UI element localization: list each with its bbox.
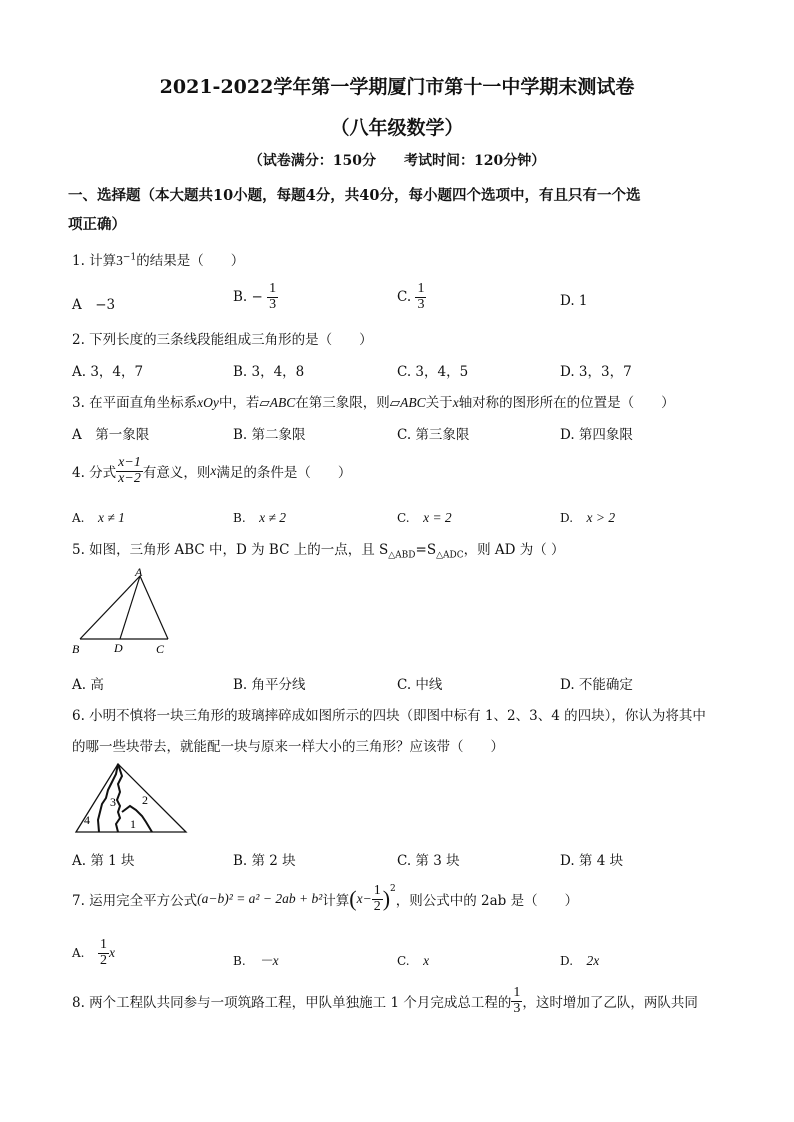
vertex-label-d: D bbox=[114, 641, 123, 655]
q7-option-d: D. 2x bbox=[560, 953, 600, 968]
piece-label-3: 3 bbox=[110, 795, 116, 809]
triangle-abc-figure bbox=[68, 566, 178, 658]
q3-option-c: C. 第三象限 bbox=[397, 427, 470, 443]
piece-label-2: 2 bbox=[142, 793, 148, 807]
q1-option-c: C. $\frac{1}{3}$ bbox=[397, 281, 425, 312]
q4-option-a: A. x ≠ 1 bbox=[72, 510, 125, 525]
q5-option-a: A. 高 bbox=[72, 677, 104, 693]
q6-option-b: B. 第 2 块 bbox=[233, 853, 296, 869]
broken-glass-figure bbox=[72, 760, 190, 836]
q3-option-b: B. 第二象限 bbox=[233, 427, 306, 443]
vertex-label-a: A bbox=[135, 566, 143, 579]
question-6-line2: 的哪一些块带去，就能配一块与原来一样大小的三角形？应该带（ ） bbox=[72, 739, 504, 755]
q7-option-c: C. x bbox=[397, 953, 430, 968]
q4-option-d: D. x > 2 bbox=[560, 510, 616, 525]
q5-option-c: C. 中线 bbox=[397, 677, 443, 693]
section-heading-cont: 项正确） bbox=[68, 216, 126, 233]
question-7: 7. 运用完全平方公式(a−b)² = a² − 2ab + b²计算(x− $\frac{1}{2}$ )$^2$，则公式中的 2ab 是（ ） bbox=[72, 883, 579, 914]
question-4: 4. 分式 $\frac{x-1}{x-2}$ 有意义，则x满足的条件是（ ） bbox=[72, 455, 352, 486]
q3-option-a: A 第一象限 bbox=[72, 427, 150, 443]
q5-option-b: B. 角平分线 bbox=[233, 677, 306, 693]
question-6-line1: 6. 小明不慎将一块三角形的玻璃摔碎成如图所示的四块（即图中标有 1、2、3、4 的四块），你认为将其中 bbox=[72, 708, 706, 724]
q4-option-c: C. x = 2 bbox=[397, 510, 452, 525]
q6-option-c: C. 第 3 块 bbox=[397, 853, 460, 869]
piece-label-1: 1 bbox=[130, 817, 136, 831]
q7-option-b: B. －x bbox=[233, 953, 279, 968]
q7-option-a: A. $\frac{1}{2}$ x bbox=[72, 937, 115, 968]
q3-option-d: D. 第四象限 bbox=[560, 427, 633, 443]
page-subtitle: （八年级数学） bbox=[330, 117, 464, 139]
q4-option-b: B. x ≠ 2 bbox=[233, 510, 287, 525]
q6-option-d: D. 第 4 块 bbox=[560, 853, 624, 869]
vertex-label-b: B bbox=[72, 642, 80, 656]
q1-option-d: D. 1 bbox=[560, 293, 588, 309]
q6-option-a: A. 第 1 块 bbox=[72, 853, 135, 869]
q1-option-a: A −3 bbox=[72, 297, 116, 313]
question-5: 5. 如图，三角形 ABC 中，D 为 BC 上的一点，且 $S_{\triangle ABD}=S_{\triangle ADC}$，则 AD 为（ ） bbox=[72, 542, 565, 561]
section-heading: 一、选择题（本大题共10小题，每题4分，共40分，每小题四个选项中，有且只有一个选 bbox=[68, 187, 641, 204]
exam-info: （试卷满分：150分 考试时间：120分钟） bbox=[248, 153, 546, 169]
q2-option-b: B. 3，4，8 bbox=[233, 364, 305, 380]
question-8: 8. 两个工程队共同参与一项筑路工程，甲队单独施工 1 个月完成总工程的 $\frac{1}{3}$ ，这时增加了乙队，两队共同 bbox=[72, 985, 698, 1016]
question-3: 3. 在平面直角坐标系xOy中，若▱ABC在第三象限，则▱ABC关于x轴对称的图形所在的位置是（ ） bbox=[72, 395, 675, 411]
page-title: 2021-2022学年第一学期厦门市第十一中学期末测试卷 bbox=[159, 76, 635, 98]
q1-option-b: B. − $\frac{1}{3}$ bbox=[233, 281, 277, 312]
q5-option-d: D. 不能确定 bbox=[560, 677, 633, 693]
piece-label-4: 4 bbox=[84, 813, 90, 827]
q2-option-c: C. 3，4，5 bbox=[397, 364, 469, 380]
q2-option-a: A. 3，4，7 bbox=[72, 364, 144, 380]
q2-option-d: D. 3，3，7 bbox=[560, 364, 632, 380]
vertex-label-c: C bbox=[156, 642, 165, 656]
question-2: 2. 下列长度的三条线段能组成三角形的是（ ） bbox=[72, 332, 373, 348]
question-1: 1. 计算$3^{-1}$的结果是（ ） bbox=[72, 252, 245, 269]
